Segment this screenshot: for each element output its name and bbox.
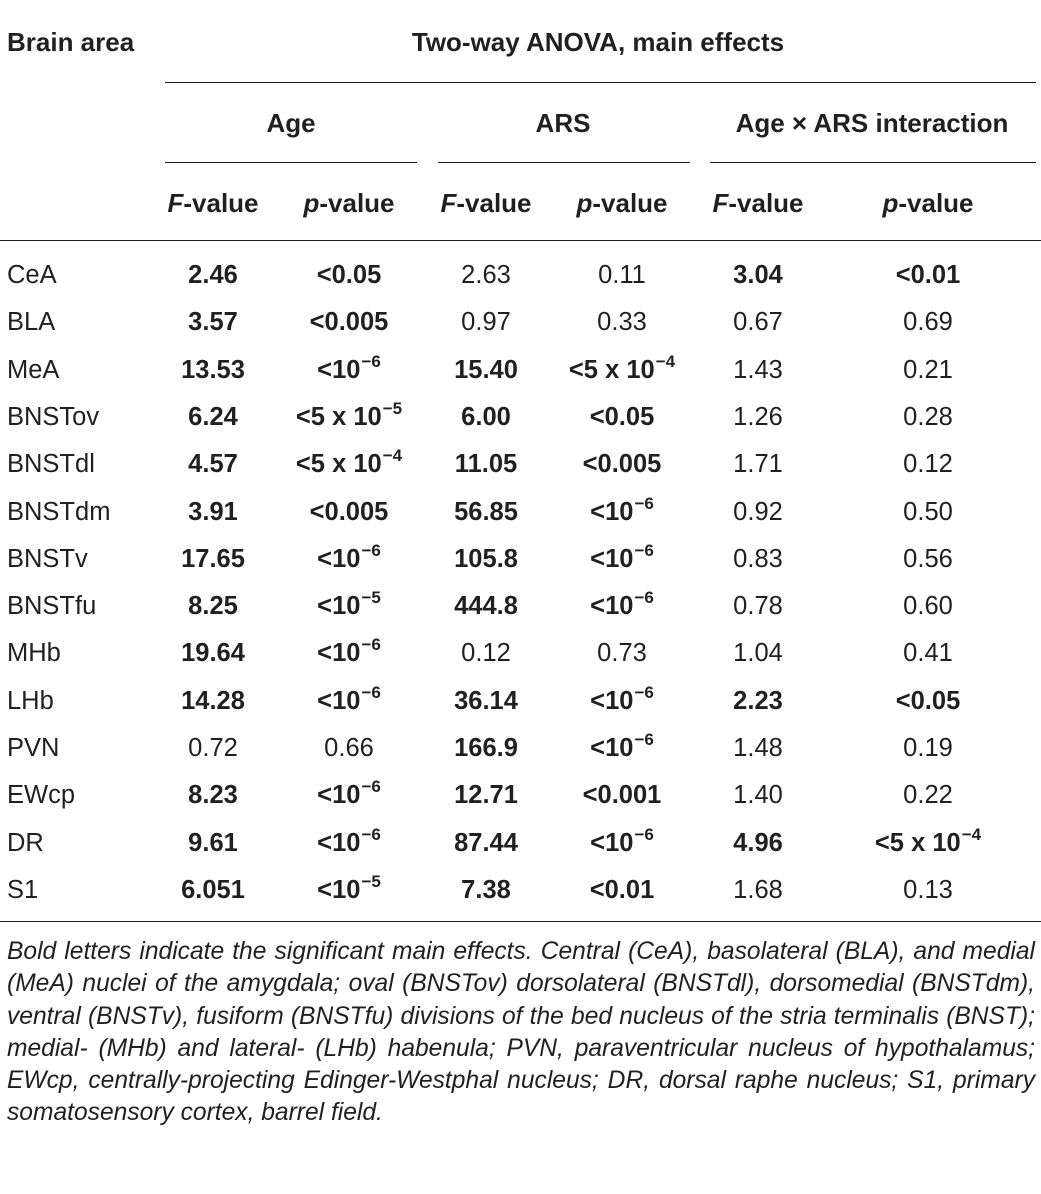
table-cell: $<10^{-6}$ <box>317 683 381 715</box>
group-rule-interaction <box>710 162 1036 163</box>
table-cell: 4.57 <box>188 450 238 478</box>
row-area-dr: DR <box>7 829 44 857</box>
group-rule-ars <box>438 162 690 163</box>
table-cell: 14.28 <box>181 687 245 715</box>
row-area-pvn: PVN <box>7 734 60 762</box>
table-cell: 13.53 <box>181 356 245 384</box>
table-cell: <0.05 <box>316 261 382 289</box>
table-cell: $<10^{-6}$ <box>590 683 654 715</box>
table-cell: 2.46 <box>188 261 238 289</box>
table-cell: 0.19 <box>903 734 953 762</box>
row-area-bnstov: BNSTov <box>7 403 100 431</box>
table-cell: 0.22 <box>903 781 953 809</box>
table-cell: 444.8 <box>454 592 518 620</box>
table-cell: 7.38 <box>461 876 511 904</box>
table-bottom-rule <box>0 921 1041 922</box>
table-cell: <5 x $10^{-4}$ <box>295 446 403 478</box>
table-cell: <0.005 <box>309 308 389 336</box>
row-area-bla: BLA <box>7 308 56 336</box>
table-cell: 9.61 <box>188 829 238 857</box>
table-cell: 0.72 <box>188 734 238 762</box>
table-cell: 87.44 <box>454 829 518 857</box>
table-cell: 0.28 <box>903 403 953 431</box>
table-cell: 1.71 <box>733 450 783 478</box>
row-area-bnstv: BNSTv <box>7 545 88 573</box>
table-cell: <0.001 <box>582 781 662 809</box>
table-cell: 0.21 <box>903 356 953 384</box>
row-area-lhb: LHb <box>7 687 54 715</box>
group-interaction: Age × ARS interaction <box>735 108 1009 138</box>
table-cell: 0.60 <box>903 592 953 620</box>
table-cell: 2.23 <box>733 687 783 715</box>
table-cell: 17.65 <box>181 545 245 573</box>
table-cell: 0.69 <box>903 308 953 336</box>
table-cell: 2.63 <box>461 261 511 289</box>
table-cell: 6.24 <box>188 403 238 431</box>
subheader-f-value-0: F-value <box>167 188 259 218</box>
table-cell: 3.57 <box>188 308 238 336</box>
table-cell: $<10^{-6}$ <box>590 730 654 762</box>
table-cell: $<10^{-6}$ <box>317 777 381 809</box>
table-cell: $<10^{-6}$ <box>590 541 654 573</box>
table-cell: <0.005 <box>582 450 662 478</box>
table-cell: <5 x $10^{-4}$ <box>568 352 676 384</box>
table-cell: 1.43 <box>733 356 783 384</box>
table-cell: 0.67 <box>733 308 783 336</box>
table-cell: 0.56 <box>903 545 953 573</box>
table-cell: 8.25 <box>188 592 238 620</box>
table-cell: $<10^{-6}$ <box>590 825 654 857</box>
table-cell: 4.96 <box>733 829 783 857</box>
table-cell: 0.50 <box>903 498 953 526</box>
table-cell: 6.051 <box>181 876 245 904</box>
table-cell: 0.66 <box>324 734 374 762</box>
row-area-mea: MeA <box>7 356 60 384</box>
table-cell: <0.005 <box>309 498 389 526</box>
table-cell: 3.91 <box>188 498 238 526</box>
table-cell: 56.85 <box>454 498 518 526</box>
table-cell: 0.33 <box>597 308 647 336</box>
table-cell: <5 x $10^{-4}$ <box>874 825 982 857</box>
table-cell: 1.68 <box>733 876 783 904</box>
table-cell: 0.78 <box>733 592 783 620</box>
table-cell: $<10^{-6}$ <box>317 541 381 573</box>
table-cell: 1.26 <box>733 403 783 431</box>
table-cell: 166.9 <box>454 734 518 762</box>
row-area-mhb: MHb <box>7 639 61 667</box>
table-cell: $<10^{-6}$ <box>317 825 381 857</box>
header-brain-area: Brain area <box>7 27 135 57</box>
row-area-bnstdm: BNSTdm <box>7 498 111 526</box>
group-rule-age <box>165 162 417 163</box>
subheader-rule <box>0 240 1041 241</box>
table-cell: $<10^{-6}$ <box>317 352 381 384</box>
table-footnote: Bold letters indicate the significant main effects. Central (CeA), basolateral (BLA), and medial (MeA) nuclei of the amygdala; oval (BNSTov) dorsolateral (BNSTdl), dorsomedial (BNSTdm), ventral (BNSTv), fusiform (BNSTfu) divisions of the bed nucleus of the stria terminalis (BNST); medial- (MHb) and lateral- (LHb) habenula; PVN, paraventricular nucleus of hypothalamus; EWcp, centrally-projecting Edinger-Westphal nucleus; DR, dorsal raphe nucleus; S1, primary somatosensory cortex, barrel field. <box>7 938 1035 1127</box>
subheader-f-value-1: F-value <box>440 188 532 218</box>
row-area-bnstfu: BNSTfu <box>7 592 97 620</box>
table-cell: $<10^{-6}$ <box>590 494 654 526</box>
table-cell: 0.97 <box>461 308 511 336</box>
table-cell: 0.13 <box>903 876 953 904</box>
table-cell: 1.48 <box>733 734 783 762</box>
table-cell: 0.12 <box>461 639 511 667</box>
group-ars: ARS <box>535 108 591 138</box>
table-cell: 15.40 <box>454 356 518 384</box>
table-cell: 36.14 <box>454 687 518 715</box>
table-cell: 0.73 <box>597 639 647 667</box>
table-cell: 3.04 <box>733 261 783 289</box>
table-cell: <5 x $10^{-5}$ <box>295 399 403 431</box>
table-cell: <0.01 <box>589 876 655 904</box>
table-cell: $<10^{-5}$ <box>317 588 381 620</box>
table-cell: 1.04 <box>733 639 783 667</box>
table-cell: 105.8 <box>454 545 518 573</box>
table-cell: 0.11 <box>598 261 646 289</box>
table-cell: 0.92 <box>733 498 783 526</box>
table-cell: 0.83 <box>733 545 783 573</box>
subheader-p-value-1: p-value <box>576 188 668 218</box>
table-cell: $<10^{-6}$ <box>590 588 654 620</box>
subheader-p-value-2: p-value <box>882 188 974 218</box>
table-cell: 1.40 <box>733 781 783 809</box>
group-age: Age <box>266 108 316 138</box>
table-cell: 11.05 <box>454 450 518 478</box>
table-cell: $<10^{-5}$ <box>317 872 381 904</box>
table-cell: <0.05 <box>589 403 655 431</box>
table-cell: 19.64 <box>181 639 245 667</box>
subheader-f-value-2: F-value <box>712 188 804 218</box>
table-cell: <0.05 <box>895 687 961 715</box>
table-cell: <0.01 <box>895 261 961 289</box>
row-area-cea: CeA <box>7 261 57 289</box>
table-cell: 6.00 <box>461 403 511 431</box>
row-area-s1: S1 <box>7 876 39 904</box>
table-cell: 8.23 <box>188 781 238 809</box>
table-cell: 0.12 <box>903 450 953 478</box>
subheader-p-value-0: p-value <box>303 188 395 218</box>
table-cell: $<10^{-6}$ <box>317 635 381 667</box>
header-rule <box>165 82 1036 83</box>
table-cell: 12.71 <box>454 781 518 809</box>
row-area-bnstdl: BNSTdl <box>7 450 95 478</box>
row-area-ewcp: EWcp <box>7 781 76 809</box>
header-two-way-anova: Two-way ANOVA, main effects <box>411 27 785 57</box>
table-cell: 0.41 <box>903 639 953 667</box>
